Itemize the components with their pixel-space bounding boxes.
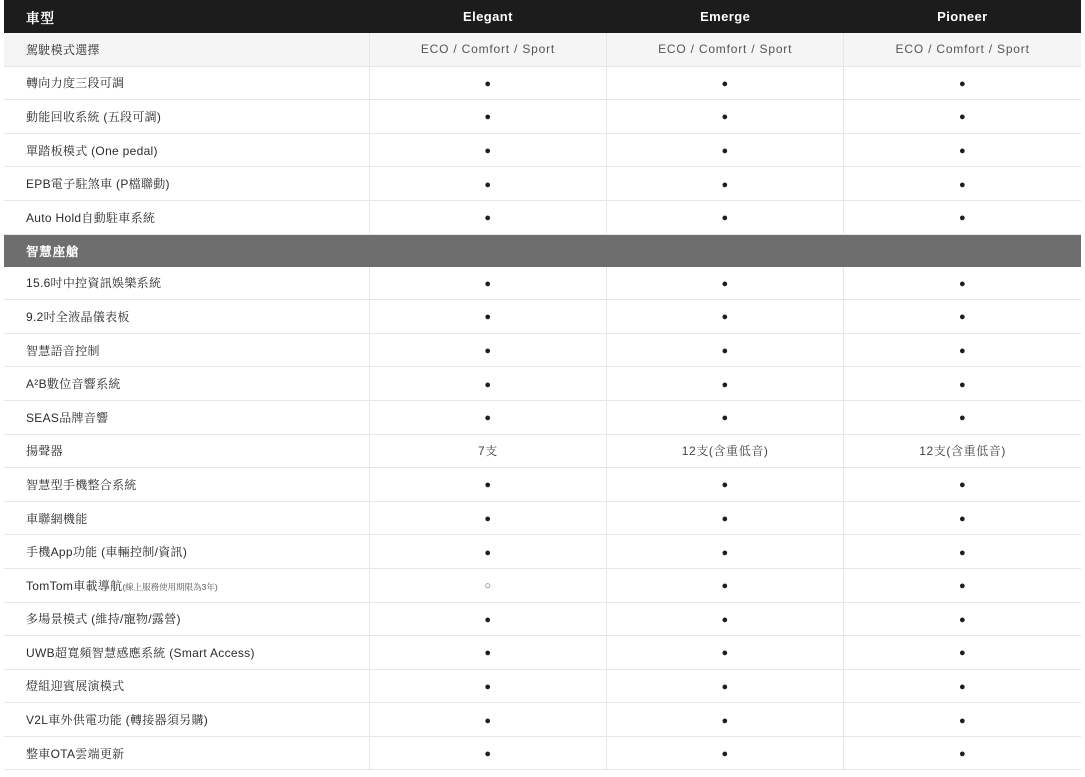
feature-name-text: 轉向力度三段可調 — [26, 76, 125, 91]
filled-dot-icon: ● — [484, 613, 492, 626]
feature-name-text: 動能回收系統 (五段可調) — [26, 109, 162, 124]
filled-dot-icon: ● — [959, 145, 967, 158]
value-cell — [844, 167, 1081, 201]
value-cell — [607, 468, 844, 502]
value-cell — [844, 568, 1081, 602]
value-cell — [844, 501, 1081, 535]
value-cell — [607, 669, 844, 703]
value-cell — [607, 100, 844, 134]
filled-dot-icon: ● — [484, 546, 492, 559]
table-row — [4, 66, 1081, 100]
value-cell — [607, 400, 844, 434]
value-cell — [844, 468, 1081, 502]
filled-dot-icon: ● — [959, 546, 967, 559]
feature-name-text: 手機App功能 (車輛控制/資訊) — [26, 545, 188, 560]
table-row — [4, 267, 1081, 300]
value-cell — [369, 66, 606, 100]
filled-dot-icon: ● — [721, 513, 729, 526]
filled-dot-icon: ● — [959, 212, 967, 225]
feature-name-text: A²B數位音響系統 — [26, 377, 121, 392]
filled-dot-icon: ● — [721, 680, 729, 693]
value-cell — [369, 568, 606, 602]
feature-name-cell — [4, 200, 369, 234]
feature-name-cell — [4, 267, 369, 300]
feature-name-cell — [4, 300, 369, 334]
feature-name-text: 單踏板模式 (One pedal) — [26, 143, 158, 158]
filled-dot-icon: ● — [721, 277, 729, 290]
value-cell — [607, 568, 844, 602]
filled-dot-icon: ● — [721, 378, 729, 391]
table-row — [4, 367, 1081, 401]
filled-dot-icon: ● — [721, 714, 729, 727]
value-cell — [844, 367, 1081, 401]
table-row — [4, 333, 1081, 367]
feature-name-text: 車聯網機能 — [26, 511, 88, 526]
feature-name-cell — [4, 568, 369, 602]
feature-name-cell — [4, 133, 369, 167]
filled-dot-icon: ● — [484, 714, 492, 727]
vehicle-spec-comparison-table — [4, 0, 1081, 770]
table-row — [4, 602, 1081, 636]
feature-name-cell — [4, 33, 369, 66]
feature-name-text: 智慧語音控制 — [26, 343, 100, 358]
feature-name-cell — [4, 736, 369, 770]
value-cell — [369, 636, 606, 670]
filled-dot-icon: ● — [959, 513, 967, 526]
feature-name-cell — [4, 468, 369, 502]
filled-dot-icon: ● — [484, 412, 492, 425]
value-cell — [607, 703, 844, 737]
value-cell — [844, 535, 1081, 569]
value-cell — [369, 133, 606, 167]
header-trim-elegant: Elegant — [369, 0, 606, 33]
filled-dot-icon: ● — [721, 546, 729, 559]
value-cell — [369, 736, 606, 770]
feature-name-cell — [4, 333, 369, 367]
value-cell — [369, 33, 606, 66]
filled-dot-icon: ● — [721, 212, 729, 225]
value-cell — [607, 602, 844, 636]
filled-dot-icon: ● — [959, 178, 967, 191]
filled-dot-icon: ● — [484, 145, 492, 158]
table-row — [4, 669, 1081, 703]
table-row — [4, 535, 1081, 569]
feature-name-text: 9.2吋全液晶儀表板 — [26, 309, 130, 324]
feature-name-cell — [4, 602, 369, 636]
feature-name-cell — [4, 669, 369, 703]
filled-dot-icon: ● — [959, 748, 967, 761]
filled-dot-icon: ● — [959, 277, 967, 290]
value-cell — [844, 333, 1081, 367]
value-cell — [369, 200, 606, 234]
filled-dot-icon: ● — [484, 77, 492, 90]
value-cell — [844, 33, 1081, 66]
filled-dot-icon: ● — [959, 479, 967, 492]
feature-name-text: TomTom車載導航 — [26, 578, 123, 593]
filled-dot-icon: ● — [484, 345, 492, 358]
filled-dot-icon: ● — [959, 680, 967, 693]
filled-dot-icon: ● — [484, 111, 492, 124]
filled-dot-icon: ● — [484, 479, 492, 492]
filled-dot-icon: ● — [959, 378, 967, 391]
value-cell — [369, 400, 606, 434]
table-row — [4, 736, 1081, 770]
value-cell — [369, 535, 606, 569]
value-text: 12支(含重低音) — [919, 444, 1006, 459]
value-cell — [844, 200, 1081, 234]
filled-dot-icon: ● — [721, 77, 729, 90]
filled-dot-icon: ● — [721, 412, 729, 425]
table-row — [4, 200, 1081, 234]
filled-dot-icon: ● — [721, 479, 729, 492]
feature-name-text: V2L車外供電功能 (轉接器須另購) — [26, 713, 209, 728]
feature-name-cell — [4, 535, 369, 569]
table-row — [4, 167, 1081, 201]
filled-dot-icon: ● — [959, 647, 967, 660]
feature-name-cell — [4, 100, 369, 134]
value-cell — [607, 636, 844, 670]
value-cell — [607, 367, 844, 401]
value-cell — [844, 636, 1081, 670]
filled-dot-icon: ● — [959, 613, 967, 626]
feature-name-text: 燈組迎賓展演模式 — [26, 679, 125, 694]
filled-dot-icon: ● — [721, 748, 729, 761]
value-cell — [844, 133, 1081, 167]
table-row — [4, 636, 1081, 670]
table-header — [4, 0, 1081, 33]
filled-dot-icon: ● — [484, 212, 492, 225]
value-cell — [607, 535, 844, 569]
value-cell — [844, 736, 1081, 770]
value-cell — [844, 602, 1081, 636]
feature-name-text: 整車OTA雲端更新 — [26, 746, 125, 761]
section-title: 智慧座艙 — [4, 234, 1081, 267]
value-cell — [369, 100, 606, 134]
value-cell — [369, 167, 606, 201]
filled-dot-icon: ● — [721, 311, 729, 324]
filled-dot-icon: ● — [721, 613, 729, 626]
filled-dot-icon: ● — [721, 178, 729, 191]
value-cell — [607, 33, 844, 66]
value-cell — [844, 703, 1081, 737]
feature-name-text: SEAS品牌音響 — [26, 410, 109, 425]
filled-dot-icon: ● — [959, 580, 967, 593]
filled-dot-icon: ● — [484, 178, 492, 191]
feature-name-text: 15.6吋中控資訊娛樂系統 — [26, 276, 162, 291]
filled-dot-icon: ● — [959, 412, 967, 425]
feature-name-note: (線上服務使用期限為3年) — [122, 581, 218, 592]
feature-name-cell — [4, 434, 369, 468]
header-trim-emerge: Emerge — [607, 0, 844, 33]
feature-name-cell — [4, 400, 369, 434]
filled-dot-icon: ● — [484, 311, 492, 324]
value-cell — [607, 200, 844, 234]
table-row — [4, 703, 1081, 737]
filled-dot-icon: ● — [484, 680, 492, 693]
filled-dot-icon: ● — [484, 748, 492, 761]
value-cell — [369, 267, 606, 300]
feature-name-text: 駕駛模式選擇 — [26, 42, 100, 57]
value-text: ECO / Comfort / Sport — [895, 42, 1030, 57]
table-row — [4, 133, 1081, 167]
value-cell — [369, 367, 606, 401]
value-cell — [844, 267, 1081, 300]
value-cell — [607, 267, 844, 300]
table-row — [4, 300, 1081, 334]
value-text: 12支(含重低音) — [681, 444, 769, 459]
value-cell — [607, 333, 844, 367]
filled-dot-icon: ● — [721, 145, 729, 158]
value-cell — [369, 703, 606, 737]
value-text: ECO / Comfort / Sport — [658, 42, 793, 57]
feature-name-text: 揚聲器 — [26, 444, 63, 459]
value-cell — [844, 434, 1081, 468]
filled-dot-icon: ● — [959, 111, 967, 124]
table-row — [4, 100, 1081, 134]
header-feature-label: 車型 — [4, 0, 369, 33]
filled-dot-icon: ● — [484, 647, 492, 660]
feature-name-text: 多場景模式 (維持/寵物/露營) — [26, 612, 181, 627]
filled-dot-icon: ● — [721, 647, 729, 660]
table-row — [4, 400, 1081, 434]
value-cell — [369, 501, 606, 535]
header-trim-pioneer: Pioneer — [844, 0, 1081, 33]
feature-name-text: EPB電子駐煞車 (P檔聯動) — [26, 177, 170, 192]
table-header-row — [4, 0, 1081, 33]
value-cell — [607, 300, 844, 334]
value-cell — [369, 434, 606, 468]
filled-dot-icon: ● — [484, 513, 492, 526]
value-cell — [844, 400, 1081, 434]
filled-dot-icon: ● — [484, 378, 492, 391]
feature-name-cell — [4, 703, 369, 737]
feature-name-cell — [4, 66, 369, 100]
value-cell — [607, 133, 844, 167]
feature-name-cell — [4, 636, 369, 670]
hollow-dot-icon: ○ — [484, 580, 492, 593]
feature-name-text: 智慧型手機整合系統 — [26, 477, 137, 492]
feature-name-text: Auto Hold自動駐車系統 — [26, 210, 156, 225]
value-cell — [844, 66, 1081, 100]
table-row — [4, 568, 1081, 602]
value-cell — [607, 736, 844, 770]
value-cell — [369, 669, 606, 703]
value-cell — [607, 167, 844, 201]
filled-dot-icon: ● — [721, 111, 729, 124]
feature-name-text: UWB超寬頻智慧感應系統 (Smart Access) — [26, 645, 255, 660]
feature-name-cell — [4, 367, 369, 401]
value-cell — [369, 468, 606, 502]
value-cell — [369, 300, 606, 334]
filled-dot-icon: ● — [959, 77, 967, 90]
filled-dot-icon: ● — [959, 345, 967, 358]
table-row — [4, 434, 1081, 468]
filled-dot-icon: ● — [721, 345, 729, 358]
filled-dot-icon: ● — [959, 714, 967, 727]
feature-name-cell — [4, 501, 369, 535]
section-header-row — [4, 234, 1081, 267]
value-text: ECO / Comfort / Sport — [420, 42, 556, 57]
filled-dot-icon: ● — [484, 277, 492, 290]
table-row — [4, 501, 1081, 535]
table-row — [4, 468, 1081, 502]
value-cell — [844, 100, 1081, 134]
filled-dot-icon: ● — [959, 311, 967, 324]
value-cell — [607, 434, 844, 468]
value-text: 7支 — [478, 444, 498, 459]
table-row — [4, 33, 1081, 66]
value-cell — [369, 333, 606, 367]
table-body — [4, 33, 1081, 770]
value-cell — [369, 602, 606, 636]
feature-name-cell — [4, 167, 369, 201]
value-cell — [844, 300, 1081, 334]
value-cell — [844, 669, 1081, 703]
value-cell — [607, 66, 844, 100]
value-cell — [607, 501, 844, 535]
filled-dot-icon: ● — [721, 580, 729, 593]
